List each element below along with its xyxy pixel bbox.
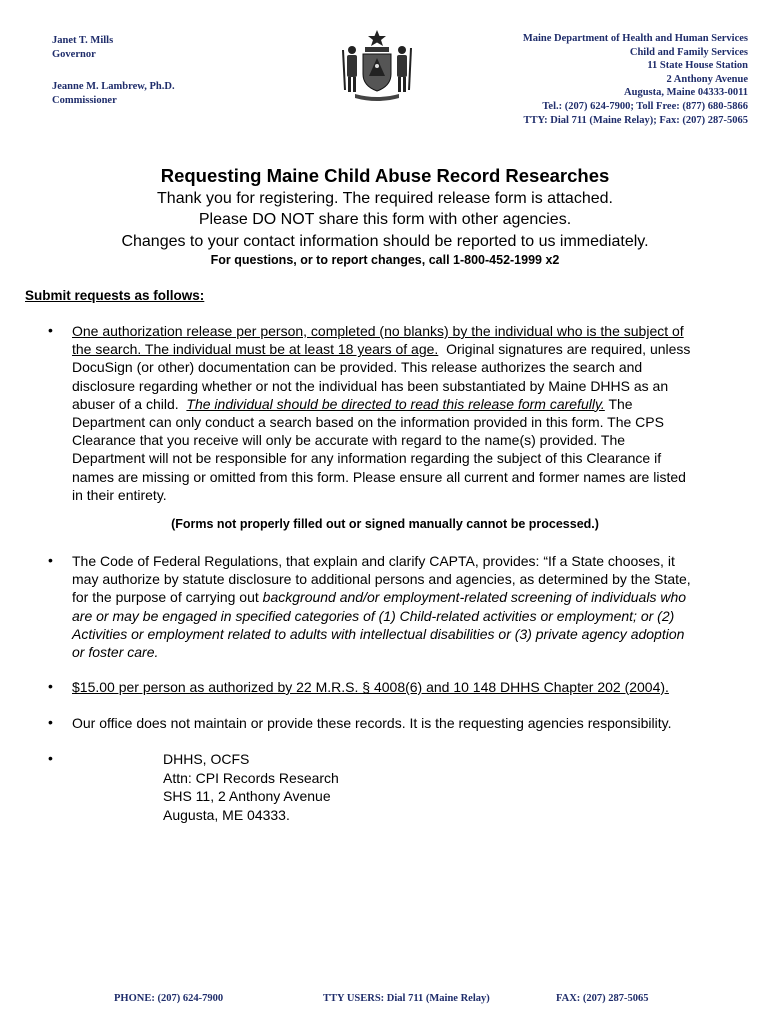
department-address-block <box>523 32 748 127</box>
telephone: Tel.: (207) 624-7900; Toll Free: (877) 680-5866 <box>542 100 748 112</box>
item2-line-f: or foster care. <box>72 644 159 661</box>
list-item-capta <box>72 552 744 661</box>
address-line-4: Augusta, ME 04333. <box>163 806 290 823</box>
item1-line-h: Department will not be responsible for any information regarding the subject of this Clearance if <box>72 450 662 467</box>
address-line-3: SHS 11, 2 Anthony Avenue <box>163 788 331 804</box>
item1-line-g: Clearance that you receive will only be accurate with regard to the name(s) provided. The <box>72 432 626 449</box>
commissioner-title: Commissioner <box>52 95 117 106</box>
list-item-fee <box>72 678 744 696</box>
footer-fax: FAX: (207) 287-5065 <box>556 993 649 1004</box>
item1-line-j: in their entirety. <box>72 486 167 503</box>
bullet-4: • <box>48 714 53 730</box>
intro-line-3: Changes to your contact information should be reported to us immediately. <box>121 233 649 250</box>
mailing-address <box>163 750 339 824</box>
item2-line-c-pre: for the purpose of carrying out <box>72 589 263 606</box>
item1-line-d: disclosure regarding whether or not the individual has been substantiated by Maine DHHS as an <box>72 377 669 394</box>
department-name: Maine Department of Health and Human Services <box>522 33 748 44</box>
governor-name: Janet T. Mills <box>52 35 114 46</box>
item1-line-f: Department can only conduct a search based on the information provided in this form. The CPS <box>72 414 664 431</box>
intro-line-2: Please DO NOT share this form with other agencies. <box>198 211 572 228</box>
fee-text: $15.00 per person as authorized by 22 M.R.S. § 4008(6) and 10 148 DHHS Chapter 202 (2004). <box>72 679 669 695</box>
item2-line-b: may authorize by statute disclosure to additional persons and agencies, as determined by the State, <box>72 571 691 588</box>
submit-heading: Submit requests as follows: <box>25 288 205 303</box>
item1-line-e-post: The <box>604 395 633 412</box>
station: 11 State House Station <box>647 60 748 72</box>
item1-line-e-emphasis: The individual should be directed to read this release form carefully. <box>186 395 605 412</box>
bullet-5: • <box>48 750 53 766</box>
division-name: Child and Family Services <box>629 46 748 58</box>
address-line-2: Attn: CPI Records Research <box>163 769 339 786</box>
bullet-3: • <box>48 678 53 694</box>
state-seal-icon <box>335 28 419 102</box>
city-state-zip: Augusta, Maine 04333-0011 <box>624 87 748 99</box>
item2-line-d: are or may be engaged in specified categories of (1) Child-related activities or employment; or (2) <box>72 607 675 624</box>
item2-line-e: Activities or employment related to adults with intellectual disabilities or (3) private agency adoption <box>72 625 685 642</box>
street: 2 Anthony Avenue <box>666 73 748 85</box>
list-item-records-policy: Our office does not maintain or provide these records. It is the requesting agencies responsibility. <box>72 715 672 731</box>
item2-line-c-italic: background and/or employment-related screening of individuals who <box>262 589 687 606</box>
footer-phone: PHONE: (207) 624-7900 <box>114 993 224 1004</box>
intro-line-1: Thank you for registering. The required release form is attached. <box>157 190 613 207</box>
processing-note: (Forms not properly filled out or signed manually cannot be processed.) <box>171 517 599 531</box>
item1-line-e-pre: abuser of a child. <box>72 395 187 412</box>
bullet-2: • <box>48 552 53 568</box>
commissioner-name: Jeanne M. Lambrew, Ph.D. <box>52 81 175 92</box>
bullet-1: • <box>48 322 53 338</box>
list-item-authorization <box>72 322 744 504</box>
governor-title: Governor <box>52 49 96 60</box>
tty-fax: TTY: Dial 711 (Maine Relay); Fax: (207) 287-5065 <box>523 114 748 126</box>
item1-line-b-rest: Original signatures are required, unless <box>438 341 691 358</box>
item1-line-a: One authorization release per person, completed (no blanks) by the individual who is the subject of <box>72 323 684 339</box>
address-line-1: DHHS, OCFS <box>163 751 250 767</box>
item2-line-a: The Code of Federal Regulations, that explain and clarify CAPTA, provides: “If a State chooses, it <box>72 553 675 569</box>
item1-line-c: DocuSign (or other) documentation can be provided. This release authorizes the search and <box>72 359 643 376</box>
item1-line-b-underlined: the search. The individual must be at least 18 years of age. <box>72 341 439 358</box>
header-officials <box>52 34 175 108</box>
footer-tty: TTY USERS: Dial 711 (Maine Relay) <box>323 993 490 1004</box>
item1-line-i: names are missing or omitted from this form. Please ensure all current and former names are listed <box>72 468 686 485</box>
page-title: Requesting Maine Child Abuse Record Researches <box>160 165 610 186</box>
contact-phone-line: For questions, or to report changes, call 1-800-452-1999 x2 <box>210 253 560 267</box>
